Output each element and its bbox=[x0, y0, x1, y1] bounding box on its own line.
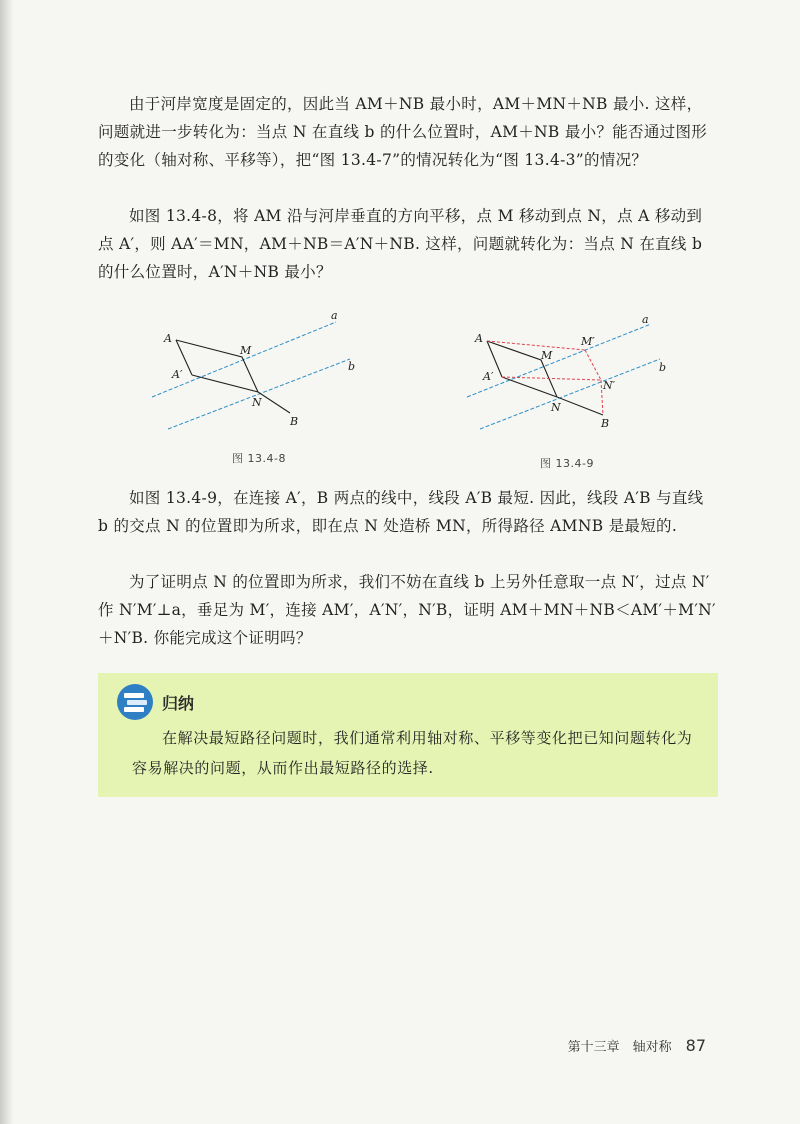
paragraph-4: 为了证明点 N 的位置即为所求，我们不妨在直线 b 上另外任意取一点 N′，过点 N′作 N′M′⊥a，垂足为 M′，连接 AM′，A′N′，N′B，证明 AM＋MN＋NB＜AM′＋M′N′＋N′B. 你能完成这个证明吗？ bbox=[98, 573, 716, 647]
label-m: M bbox=[240, 344, 252, 357]
summary-box bbox=[98, 673, 718, 797]
figure-13-4-8-caption: 图 13.4-8 bbox=[232, 452, 286, 465]
label-a: A bbox=[164, 332, 172, 345]
river-line-b bbox=[168, 359, 350, 429]
figure-13-4-9-caption: 图 13.4-9 bbox=[540, 457, 594, 470]
label-a-prime: A′ bbox=[483, 370, 494, 383]
label-n-prime: N′ bbox=[603, 379, 616, 392]
label-m-prime: M′ bbox=[581, 335, 595, 348]
segment-a-prime-n bbox=[502, 377, 557, 397]
segment-a-prime-n bbox=[192, 375, 258, 392]
label-b-point: B bbox=[601, 417, 610, 430]
paragraph-3: 如图 13.4-9，在连接 A′，B 两点的线中，线段 A′B 最短. 因此，线段 A′B 与直线 b 的交点 N 的位置即为所求，即在点 N 处造桥 MN，所得路径 AMNB 是最短的. bbox=[98, 489, 704, 535]
paragraph-1: 由于河岸宽度是固定的，因此当 AM＋NB 最小时，AM＋MN＋NB 最小. 这样，问题就进一步转化为：当点 N 在直线 b 的什么位置时，AM＋NB 最小？能否通过图形的变化（轴对称、平移等），把“图 13.4-7”的情况转化为“图 13.4-3”的情况？ bbox=[98, 95, 708, 169]
label-line-b: b bbox=[348, 360, 356, 373]
path-a-m-n-b bbox=[176, 340, 290, 413]
book-spine-shadow bbox=[0, 0, 14, 1124]
label-line-b: b bbox=[659, 361, 667, 374]
paragraph-2: 如图 13.4-8，将 AM 沿与河岸垂直的方向平移，点 M 移动到点 N，点 A 移动到点 A′，则 AA′＝MN，AM＋NB＝A′N＋NB. 这样，问题就转化为：当点 N 在直线 b 的什么位置时，A′N＋NB 最小？ bbox=[98, 207, 703, 281]
dashed-a-prime-n-prime bbox=[502, 377, 601, 380]
label-a: A bbox=[475, 332, 483, 345]
label-line-a: a bbox=[331, 309, 338, 322]
river-line-b bbox=[480, 359, 660, 429]
label-line-a: a bbox=[642, 313, 649, 326]
label-m: M bbox=[541, 349, 553, 362]
summary-title: 归纳 bbox=[162, 694, 195, 713]
label-n: N bbox=[252, 396, 262, 409]
page-number: 87 bbox=[685, 1036, 706, 1055]
dashed-a-m-prime bbox=[487, 341, 585, 350]
summary-text: 在解决最短路径问题时，我们通常利用轴对称、平移等变化把已知问题转化为容易解决的问题，从而作出最短路径的选择. bbox=[132, 729, 693, 777]
book-stack-icon bbox=[116, 683, 156, 721]
figure-13-4-9 bbox=[455, 305, 695, 435]
label-a-prime: A′ bbox=[172, 368, 183, 381]
dashed-m-prime-n-prime bbox=[585, 350, 601, 380]
label-n: N bbox=[551, 401, 561, 414]
label-b-point: B bbox=[290, 415, 299, 428]
river-line-a bbox=[152, 322, 336, 397]
chapter-title: 第十三章 轴对称 bbox=[567, 1040, 672, 1055]
figure-13-4-8 bbox=[140, 305, 380, 435]
page-footer bbox=[568, 1036, 706, 1055]
